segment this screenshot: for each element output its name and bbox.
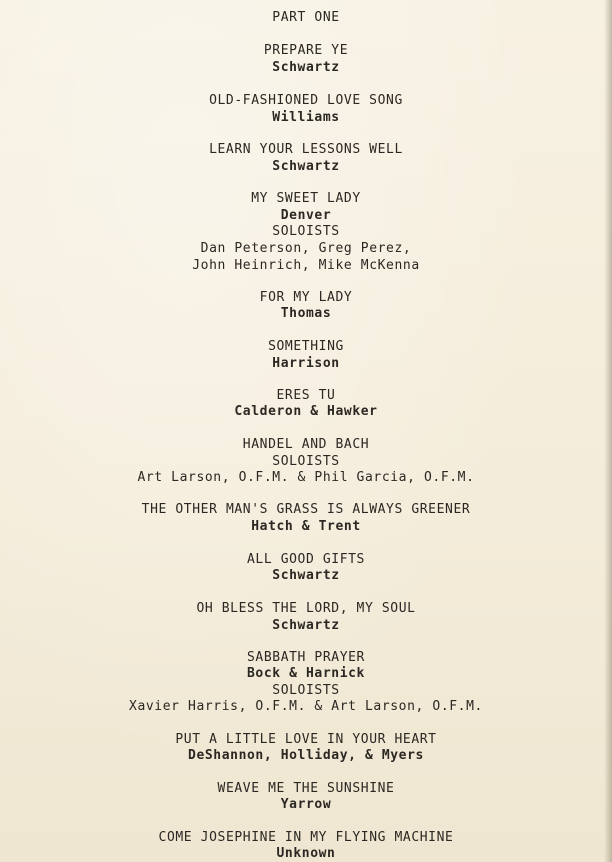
song-composer: Harrison: [272, 356, 340, 371]
soloist-names: Art Larson, O.F.M. & Phil Garcia, O.F.M.: [137, 470, 475, 485]
song-title: HANDEL AND BACH: [242, 437, 370, 452]
song-title: ALL GOOD GIFTS: [247, 552, 365, 567]
song-composer: Bock & Harnick: [247, 666, 365, 681]
song-title: LEARN YOUR LESSONS WELL: [209, 142, 403, 157]
soloists-label: SOLOISTS: [272, 224, 340, 239]
song-title: OH BLESS THE LORD, MY SOUL: [196, 601, 416, 616]
song-composer: Schwartz: [272, 618, 340, 633]
song-composer: Hatch & Trent: [251, 519, 361, 534]
song-title: THE OTHER MAN'S GRASS IS ALWAYS GREENER: [141, 502, 471, 517]
song-composer: Williams: [272, 110, 340, 125]
song-composer: Unknown: [276, 846, 336, 861]
song-title: SOMETHING: [268, 339, 344, 354]
song-composer: Denver: [280, 208, 332, 223]
song-title: PREPARE YE: [263, 43, 349, 58]
song-title: WEAVE ME THE SUNSHINE: [217, 781, 395, 796]
song-title: ERES TU: [276, 388, 336, 403]
soloists-label: SOLOISTS: [272, 683, 340, 698]
soloist-names: Xavier Harris, O.F.M. & Art Larson, O.F.M.: [129, 699, 483, 714]
song-title: PUT A LITTLE LOVE IN YOUR HEART: [175, 732, 437, 747]
song-title: MY SWEET LADY: [251, 191, 361, 206]
soloist-names: John Heinrich, Mike McKenna: [192, 258, 420, 273]
song-composer: Schwartz: [272, 568, 340, 583]
song-composer: DeShannon, Holliday, & Myers: [188, 748, 424, 763]
song-composer: Schwartz: [272, 60, 340, 75]
song-title: SABBATH PRAYER: [247, 650, 365, 665]
soloist-names: Dan Peterson, Greg Perez,: [200, 241, 412, 256]
song-composer: Schwartz: [272, 159, 340, 174]
song-composer: Yarrow: [280, 797, 332, 812]
soloists-label: SOLOISTS: [272, 454, 340, 469]
song-composer: Calderon & Hawker: [234, 404, 378, 419]
song-title: COME JOSEPHINE IN MY FLYING MACHINE: [158, 830, 454, 845]
song-title: FOR MY LADY: [259, 290, 353, 305]
section-heading: PART ONE: [272, 10, 340, 25]
song-title: OLD-FASHIONED LOVE SONG: [209, 93, 403, 108]
song-composer: Thomas: [280, 306, 332, 321]
